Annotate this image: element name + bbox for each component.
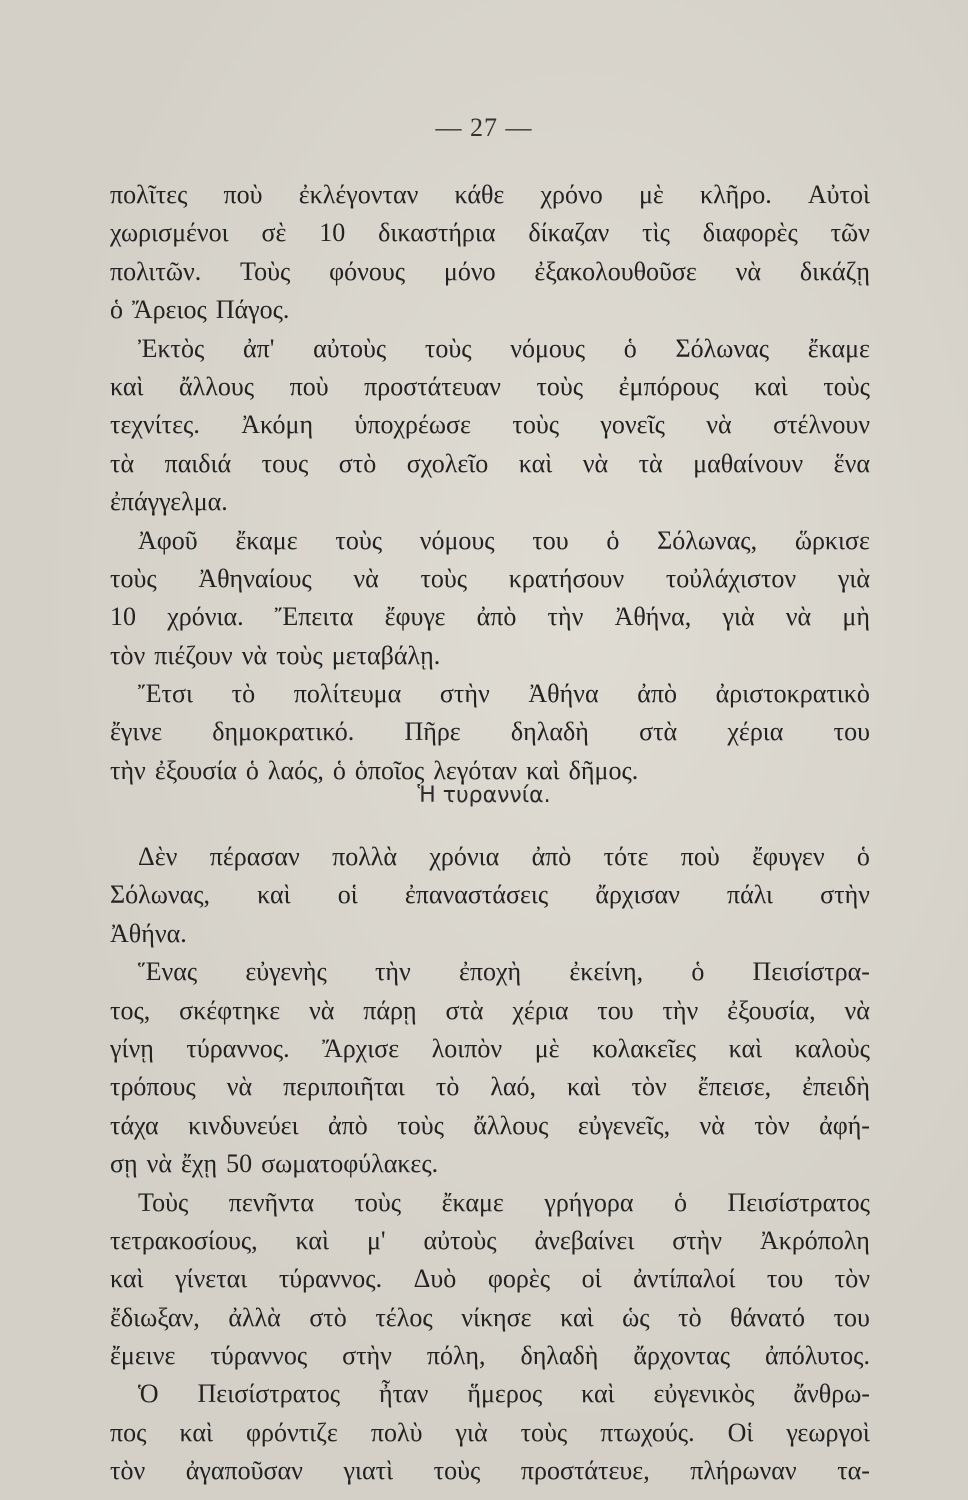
section-heading: Ἡ τυραννία. [417, 783, 551, 808]
text-line: τετρακοσίους, καὶ μ' αὐτοὺς ἀνεβαίνει στὴν Ἀκρόπολη [110, 1225, 870, 1255]
text-line: Τοὺς πενῆντα τοὺς ἔκαμε γρήγορα ὁ Πεισίστρατος [138, 1187, 870, 1217]
text-line: τὰ παιδιά τους στὸ σχολεῖο καὶ νὰ τὰ μαθαίνουν ἕνα [110, 448, 870, 478]
text-line: Ἕνας εὐγενὴς τὴν ἐποχὴ ἐκείνη, ὁ Πεισίστρα- [138, 957, 870, 987]
text-line: πος καὶ φρόντιζε πολὺ γιὰ τοὺς πτωχούς. Οἱ γεωργοὶ [110, 1417, 870, 1447]
text-line: Δὲν πέρασαν πολλὰ χρόνια ἀπὸ τότε ποὺ ἔφυγεν ὁ [138, 842, 870, 871]
text-line: Ὁ Πεισίστρατος ἦταν ἥμερος καὶ εὐγενικὸς ἄνθρω- [138, 1379, 870, 1409]
text-line: Σόλωνας, καὶ οἱ ἐπαναστάσεις ἄρχισαν πάλι στὴν [110, 880, 870, 910]
text-line: τοὺς Ἀθηναίους νὰ τοὺς κρατήσουν τοὐλάχιστον γιὰ [110, 563, 870, 593]
text-line: τὴν ἐξουσία ὁ λαός, ὁ ὁποῖος λεγόταν καὶ δῆμος. [110, 755, 639, 785]
text-line: τος, σκέφτηκε νὰ πάρῃ στὰ χέρια του τὴν ἐξουσία, νὰ [110, 995, 870, 1025]
text-line: τὸν πιέζουν νὰ τοὺς μεταβάλῃ. [110, 640, 441, 670]
text-line: τὸν ἀγαποῦσαν γιατὶ τοὺς προστάτευε, πλήρωναν τα- [110, 1456, 870, 1486]
text-line: Ἀθήνα. [110, 918, 187, 948]
text-line: ἔγινε δημοκρατικό. Πῆρε δηλαδὴ στὰ χέρια του [110, 717, 870, 747]
page-number: — 27 — [435, 113, 533, 142]
text-line: τεχνίτες. Ἀκόμη ὑποχρέωσε τοὺς γονεῖς νὰ στέλνουν [110, 410, 870, 440]
text-line: Ἔτσι τὸ πολίτευμα στὴν Ἀθήνα ἀπὸ ἀριστοκρατικὸ [138, 679, 870, 709]
text-line: Ἀφοῦ ἔκαμε τοὺς νόμους του ὁ Σόλωνας, ὥρκισε [138, 525, 870, 555]
text-line: Ἐκτὸς ἀπ' αὐτοὺς τοὺς νόμους ὁ Σόλωνας ἔκαμε [138, 333, 870, 363]
text-line: καὶ ἄλλους ποὺ προστάτευαν τοὺς ἐμπόρους καὶ τοὺς [110, 371, 870, 401]
text-line: καὶ γίνεται τύραννος. Δυὸ φορὲς οἱ ἀντίπαλοί του τὸν [110, 1264, 870, 1294]
text-block-tyranny [110, 838, 870, 1491]
text-line: πολῖτες ποὺ ἐκλέγονταν κάθε χρόνο μὲ κλῆρο. Αὐτοὶ [110, 180, 870, 209]
text-line: πολιτῶν. Τοὺς φόνους μόνο ἐξακολουθοῦσε νὰ δικάζῃ [110, 256, 870, 286]
text-line: τάχα κινδυνεύει ἀπὸ τοὺς ἄλλους εὐγενεῖς, νὰ τὸν ἀφή- [110, 1110, 870, 1140]
text-line: ὁ Ἄρειος Πάγος. [110, 295, 290, 325]
text-line: ἔδιωξαν, ἀλλὰ στὸ τέλος νίκησε καὶ ὡς τὸ θάνατό του [110, 1302, 870, 1332]
text-block-solon-laws [110, 176, 870, 790]
text-line: γίνῃ τύραννος. Ἄρχισε λοιπὸν μὲ κολακεῖες καὶ καλοὺς [110, 1033, 870, 1063]
text-line: χωρισμένοι σὲ 10 δικαστήρια δίκαζαν τὶς διαφορὲς τῶν [110, 218, 870, 248]
text-line: 10 χρόνια. Ἔπειτα ἔφυγε ἀπὸ τὴν Ἀθήνα, γιὰ νὰ μὴ [110, 602, 870, 632]
text-line: τρόπους νὰ περιποιῆται τὸ λαό, καὶ τὸν ἔπεισε, ἐπειδὴ [110, 1072, 870, 1102]
text-line: ἔμεινε τύραννος στὴν πόλη, δηλαδὴ ἄρχοντας ἀπόλυτος. [110, 1341, 870, 1371]
text-line: ἐπάγγελμα. [110, 487, 228, 517]
text-line: σῃ νὰ ἔχῃ 50 σωματοφύλακες. [110, 1149, 439, 1179]
